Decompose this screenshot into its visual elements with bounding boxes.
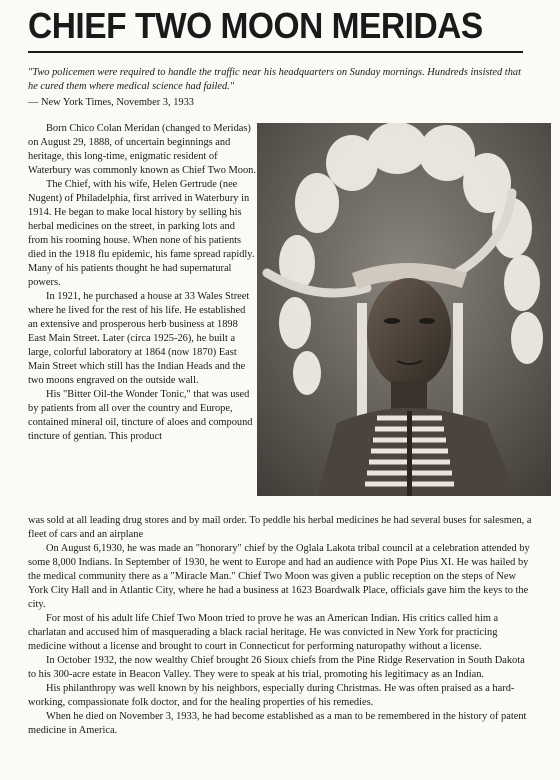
chief-portrait-photo <box>257 123 551 496</box>
paragraph: The Chief, with his wife, Helen Gertrude (nee Nugent) of Philadelphia, first arrived in Waterbury in 1914. He began to make local history by selling his herbal medicines on the street, in parking lots and from his rooming house. When none of his patients died in the 1918 flu epidemic, his fame spread rapidly. Many of his patients thought he had supernatural powers. <box>28 179 255 288</box>
paragraph: When he died on November 3, 1933, he had become established as a man to be remembered in the history of patent medicine in America. <box>28 711 527 736</box>
paragraph: In 1921, he purchased a house at 33 Wales Street where he lived for the rest of his life. He established an extensive and prosperous herb business at 1898 East Main Street. Later (circa 1925-26), he built a large, colorful laboratory at 1864 (now 1870) East Main Street which still has the Indian Heads and the two moons engraved on the outside wall. <box>28 291 250 386</box>
full-width-text <box>28 514 533 738</box>
paragraph: was sold at all leading drug stores and by mail order. To peddle his herbal medicines he had several buses for salesmen, a fleet of cars and an airplane <box>28 515 532 540</box>
paragraph: Born Chico Colan Meridan (changed to Meridas) on August 29, 1888, of uncertain beginnings and heritage, this long-time, enigmatic resident of Waterbury was commonly known as Chief Two Moon. <box>28 123 256 176</box>
title-rule <box>28 51 523 53</box>
paragraph: His philanthropy was well known by his neighbors, especially during Christmas. He was often praised as a hard-working, compassionate folk doctor, and for the healing properties of his remedies. <box>28 683 515 708</box>
epigraph-attribution: — New York Times, November 3, 1933 <box>28 97 194 108</box>
page-title: CHIEF TWO MOON MERIDAS <box>28 5 483 46</box>
paragraph: For most of his adult life Chief Two Moon tried to prove he was an American Indian. His critics called him a charlatan and accused him of masquerading a black racial heritage. He was convicted in New York for practicing medicine without a license and brought to court in Connecticut for performing naturopathy without a license. <box>28 613 499 652</box>
paragraph: On August 6,1930, he was made an "honorary" chief by the Oglala Lakota tribal council at a celebration attended by some 8,000 Indians. In September of 1930, he went to Europe and had an audience with Pope Pius XI. He was hailed by the medical community there as a "Miracle Man." Chief Two Moon was given a public reception on the steps of New York City Hall and in Atlantic City, where he had a business at 1623 Boardwalk Place, officials gave him the keys to the city. <box>28 543 530 610</box>
paragraph: His "Bitter Oil-the Wonder Tonic," that was used by patients from all over the country and Europe, contained mineral oil, tincture of aloes and compound tincture of gentian. This product <box>28 389 253 442</box>
paragraph: In October 1932, the now wealthy Chief brought 26 Sioux chiefs from the Pine Ridge Reservation in South Dakota to his 300-acre estate in Beacon Valley. They were to speak at his trial, promoting his legitimacy as an Indian. <box>28 655 525 680</box>
epigraph-quote: "Two policemen were required to handle the traffic near his headquarters on Sunday mornings. Hundreds insisted that he cured them where medical science had failed." <box>28 67 521 92</box>
narrow-column <box>28 122 256 444</box>
